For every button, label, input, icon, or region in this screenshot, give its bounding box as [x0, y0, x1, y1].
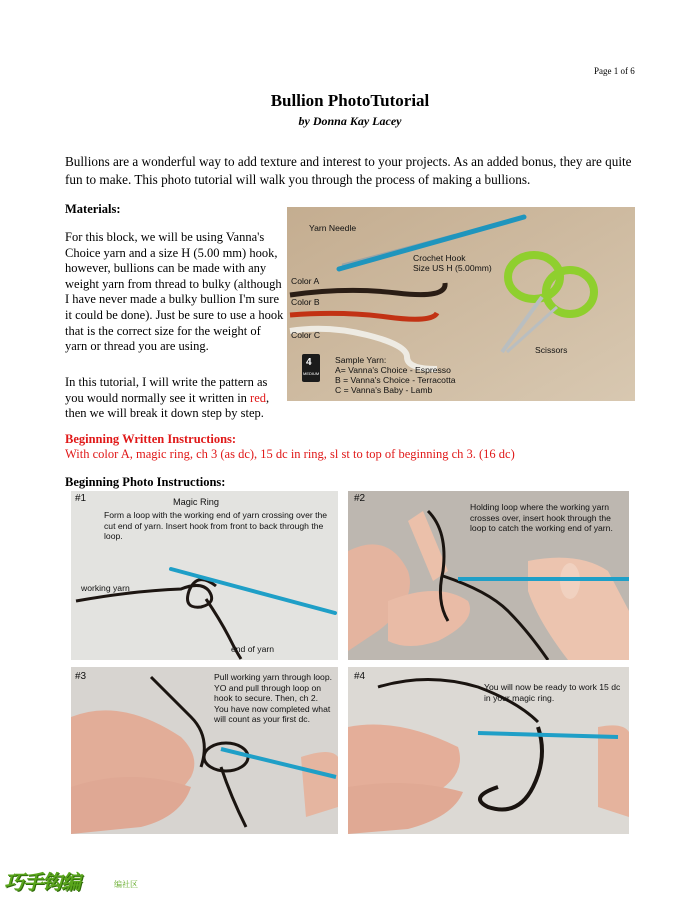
- step-1-number: #1: [75, 493, 87, 504]
- yarn-weight-word: MEDIUM: [303, 371, 320, 376]
- label-hook-size: Size US H (5.00mm): [413, 263, 492, 273]
- label-end-of-yarn: end of yarn: [231, 644, 274, 654]
- step-3-photo: [71, 667, 338, 834]
- label-working-yarn: working yarn: [81, 583, 130, 593]
- step-1-text: Form a loop with the working end of yarn crossing over the cut end of yarn. Insert hook from front to back through the loop.: [104, 510, 328, 541]
- step-2-text: Holding loop where the working yarn crosses over, insert hook through the loop to catch the working end of yarn.: [470, 502, 613, 533]
- step-2-photo: [348, 491, 629, 660]
- materials-text: For this block, we will be using Vanna's Choice yarn and a size H (5.00 mm) hook, however, bullions can be made with any weight yarn from thread to bulky (although I have never made a bulky bullion I'm sure it could be done). Just be sure to use a hook that is the correct size for the weight of yarn or thread you are using.: [65, 230, 284, 354]
- pattern-note-pre: In this tutorial, I will write the pattern as you would normally see it written in: [65, 375, 268, 405]
- written-instructions-text: With color A, magic ring, ch 3 (as dc), 15 dc in ring, sl st to top of beginning ch 3. (16 dc): [65, 447, 515, 461]
- label-crochet-hook: Crochet Hook: [413, 253, 466, 263]
- watermark-sub: 编社区: [114, 880, 138, 889]
- step-2-number: #2: [354, 493, 366, 504]
- watermark-logo: 巧手钩编: [4, 870, 80, 894]
- yarn-weight-badge: 4: [306, 357, 312, 368]
- label-color-a: Color A: [291, 276, 320, 286]
- label-sample-yarn: Sample Yarn:: [335, 355, 387, 365]
- step-1-title: Magic Ring: [173, 497, 219, 507]
- step-3-text: Pull working yarn through loop. YO and pull through loop on hook to secure. Then, ch 2. You have now completed what will count as your first dc.: [214, 672, 332, 724]
- label-yarn-needle: Yarn Needle: [309, 223, 357, 233]
- materials-heading: Materials:: [65, 202, 121, 216]
- pattern-note-post: , then we will break it down step by step.: [65, 390, 270, 421]
- page-title: Bullion PhotoTutorial: [270, 91, 430, 110]
- written-instructions-heading: Beginning Written Instructions:: [65, 432, 237, 446]
- label-yarn-b: B = Vanna's Choice - Terracotta: [335, 375, 456, 385]
- label-scissors: Scissors: [535, 345, 568, 355]
- photo-instructions-heading: Beginning Photo Instructions:: [65, 475, 226, 489]
- label-color-c: Color C: [291, 330, 321, 340]
- step-4-photo: [348, 667, 629, 834]
- page-number: Page 1 of 6: [594, 66, 635, 76]
- step-4-text: You will now be ready to work 15 dc in your magic ring.: [484, 682, 621, 703]
- label-yarn-c: C = Vanna's Baby - Lamb: [335, 385, 433, 395]
- step-4-number: #4: [354, 671, 366, 682]
- pattern-note-red-word: red: [250, 390, 267, 405]
- step-3-number: #3: [75, 671, 87, 682]
- label-color-b: Color B: [291, 297, 320, 307]
- pattern-note: [65, 375, 285, 422]
- label-yarn-a: A= Vanna's Choice - Espresso: [335, 365, 451, 375]
- step-1-photo: [71, 491, 338, 660]
- materials-photo: [287, 207, 635, 401]
- author-byline: by Donna Kay Lacey: [298, 114, 402, 128]
- intro-paragraph: Bullions are a wonderful way to add texture and interest to your projects. As an added bonus, they are quite fun to make. This photo tutorial will walk you through the process of making a bullions.: [65, 154, 632, 187]
